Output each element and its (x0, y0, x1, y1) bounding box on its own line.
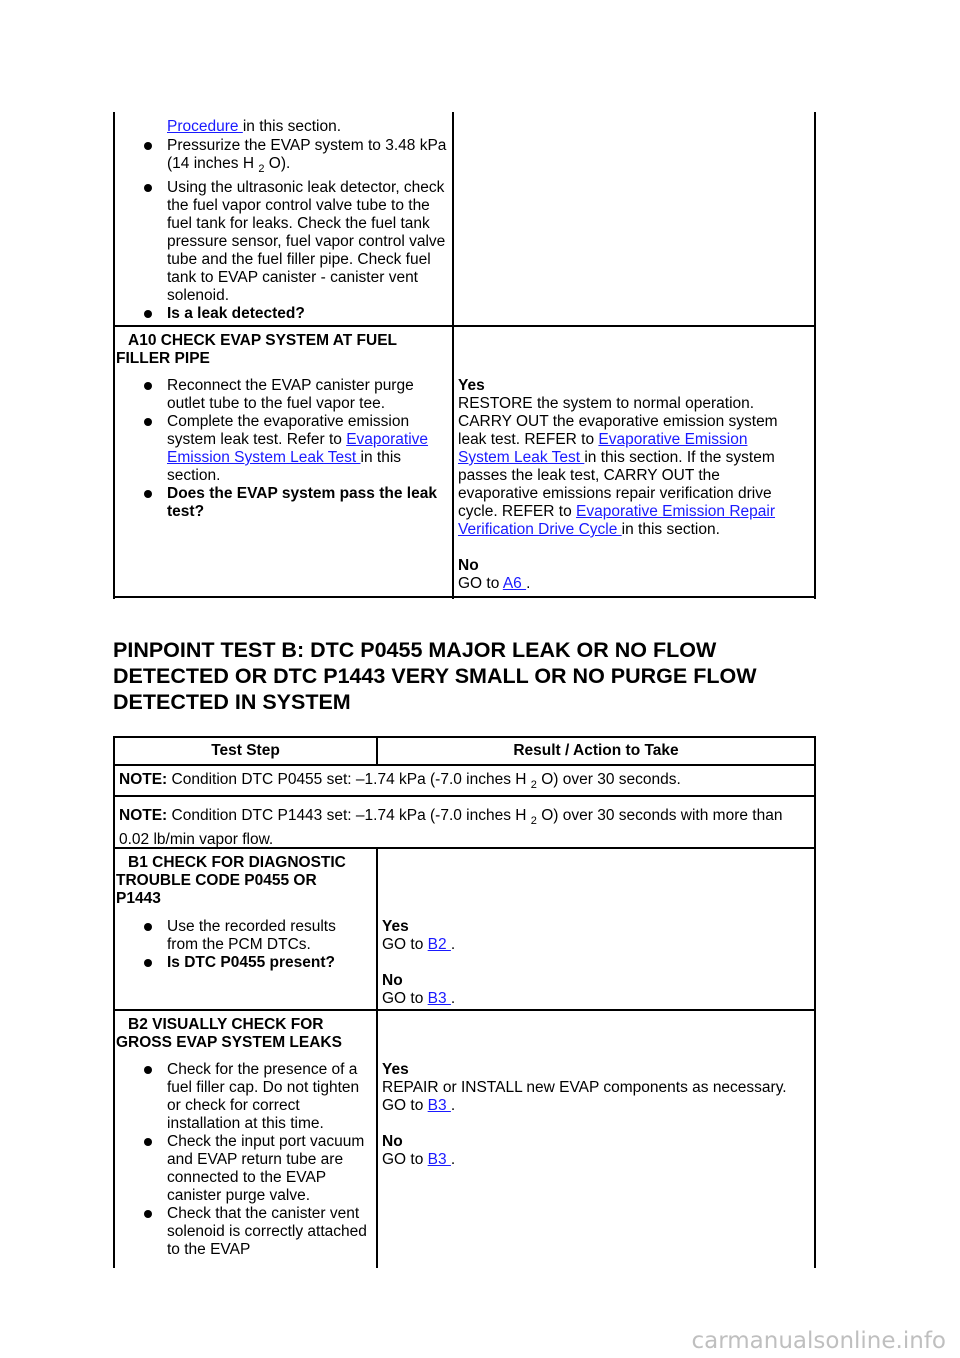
list-item (113, 1061, 375, 1133)
note-text: O) over 30 seconds with more than 0.02 lb/min vapor flow. (119, 807, 783, 848)
table2-header-bottom (113, 764, 816, 766)
result-text: . (450, 990, 456, 1007)
item-text: Is a leak detected? (167, 305, 305, 322)
spacer (458, 539, 798, 557)
result-text: . (450, 1097, 456, 1114)
note-text: O) over 30 seconds. (536, 771, 681, 788)
col-header-result: Result / Action to Take (513, 742, 679, 759)
b2-result-cell (382, 1061, 812, 1169)
col-header-test-step: Test Step (211, 742, 280, 759)
table2-b1-bottom (113, 1009, 816, 1011)
b1-step-cell (113, 918, 375, 972)
result-text: GO to (382, 936, 428, 953)
table1-right-border (814, 112, 816, 599)
row2-bullet-list (113, 377, 450, 521)
evap-leak-test-link-2[interactable]: Evaporative Emission System Leak Test (458, 431, 748, 466)
table1-mid-border (452, 112, 454, 599)
item-text: Using the ultrasonic leak detector, check the fuel vapor control valve tube to the fuel tank for leaks. Check the fuel tank pressure sensor, fuel vapor control valve tube and the fuel filler pipe. Check fuel tank to EVAP canister - canister vent solenoid. (167, 179, 446, 304)
item-text: Pressurize the EVAP system to 3.48 kPa (14 inches H (167, 137, 447, 172)
b3-link[interactable]: B3 (427, 1097, 451, 1114)
table2-top-border (113, 736, 816, 738)
item-text: Use the recorded results from the PCM DTCs. (167, 918, 336, 953)
yes-goto (382, 1097, 812, 1115)
yes-label: Yes (458, 377, 485, 394)
note-text: Condition DTC P1443 set: –1.74 kPa (-7.0 inches H (167, 807, 531, 824)
b1-result-cell (382, 918, 802, 1008)
item-text: Check that the canister vent solenoid is correctly attached to the EVAP (167, 1205, 367, 1258)
yes-text: REPAIR or INSTALL new EVAP components as necessary. (382, 1079, 787, 1096)
procedure-suffix: in this section. (242, 118, 342, 135)
note-2 (119, 804, 811, 852)
spacer (382, 954, 802, 972)
item-text: Complete the evaporative emission system leak test. Refer to (167, 413, 410, 448)
yes-label: Yes (382, 918, 409, 935)
b1-bullet-list (113, 918, 375, 972)
table1-row-divider (113, 325, 816, 327)
item-text: Does the EVAP system pass the leak test? (167, 485, 437, 520)
no-label: No (382, 972, 403, 989)
result-text: GO to (382, 990, 428, 1007)
list-item (113, 1205, 375, 1259)
b2-bullet-list (113, 1061, 375, 1259)
result-text: GO to (458, 575, 503, 592)
list-item (113, 179, 450, 305)
table2-right-border (814, 736, 816, 1268)
item-text: in this section. (167, 449, 402, 484)
item-text: Is DTC P0455 present? (167, 954, 335, 971)
note-text: Condition DTC P0455 set: –1.74 kPa (-7.0 inches H (167, 771, 531, 788)
subscript: 2 (530, 779, 537, 791)
list-item (113, 305, 450, 323)
step-title-b2: B2 VISUALLY CHECK FOR GROSS EVAP SYSTEM LEAKS (116, 1016, 342, 1051)
result-text: . (450, 936, 456, 953)
yes-text (458, 395, 798, 539)
result-text: GO to (382, 1097, 428, 1114)
yes-text (382, 936, 802, 954)
item-text: Reconnect the EVAP canister purge outlet tube to the fuel vapor tee. (167, 377, 414, 412)
note-1 (119, 771, 809, 789)
result-text: . (450, 1151, 456, 1168)
table2-body-mid (376, 847, 378, 1268)
subscript: 2 (530, 815, 537, 827)
procedure-line (113, 118, 450, 136)
table1-bottom-border (113, 596, 816, 598)
note-label: NOTE: (119, 771, 168, 788)
row1-bullet-list (113, 137, 450, 323)
spacer (382, 1115, 812, 1133)
procedure-link[interactable]: Procedure (167, 118, 243, 135)
result-text: in this section. (621, 521, 720, 538)
list-item (113, 485, 450, 521)
step-title-b1: B1 CHECK FOR DIAGNOSTIC TROUBLE CODE P0455 OR P1443 (116, 854, 346, 907)
table1-row2-step-cell (113, 377, 450, 521)
no-text (382, 990, 802, 1008)
table2-note1-bottom (113, 795, 816, 797)
subscript: 2 (258, 163, 265, 175)
no-text (382, 1151, 812, 1169)
no-label: No (458, 557, 479, 574)
result-text: in this section. If the system passes the leak test, CARRY OUT the evaporative emissions repair verification drive cycle. REFER to (458, 449, 775, 520)
a6-link[interactable]: A6 (502, 575, 527, 592)
list-item (113, 137, 450, 173)
list-item (113, 377, 450, 413)
list-item (113, 918, 375, 954)
repair-verification-drive-cycle-link[interactable]: Evaporative Emission Repair Verification Drive Cycle (458, 503, 776, 538)
pinpoint-test-b-heading: PINPOINT TEST B: DTC P0455 MAJOR LEAK OR NO FLOW DETECTED OR DTC P1443 VERY SMALL OR NO PURGE FLOW DETECTED IN SYSTEM (113, 638, 757, 714)
result-text: . (526, 575, 531, 592)
no-label: No (382, 1133, 403, 1150)
evap-leak-test-link[interactable]: Evaporative Emission System Leak Test (167, 431, 429, 466)
list-item (113, 1133, 375, 1205)
b3-link[interactable]: B3 (427, 1151, 451, 1168)
step-title-a10: A10 CHECK EVAP SYSTEM AT FUEL FILLER PIPE (116, 332, 397, 367)
yes-label: Yes (382, 1061, 409, 1078)
list-item (113, 413, 450, 485)
no-text (458, 575, 798, 593)
b3-link[interactable]: B3 (427, 990, 451, 1007)
b2-link[interactable]: B2 (427, 936, 451, 953)
result-text: RESTORE the system to normal operation. CARRY OUT the evaporative emission system leak test. REFER to (458, 395, 778, 448)
note-label: NOTE: (119, 807, 168, 824)
table1-row1-step-cell (113, 118, 450, 323)
watermark: carmanualsonline.info (691, 1328, 946, 1354)
item-text: O). (264, 155, 291, 172)
b2-step-cell (113, 1061, 375, 1259)
item-text: Check for the presence of a fuel filler cap. Do not tighten or check for correct installation at this time. (167, 1061, 360, 1132)
table1-row2-result-cell (458, 377, 798, 593)
result-text: GO to (382, 1151, 428, 1168)
list-item (113, 954, 375, 972)
item-text: Check the input port vacuum and EVAP return tube are connected to the EVAP canister purge valve. (167, 1133, 365, 1204)
